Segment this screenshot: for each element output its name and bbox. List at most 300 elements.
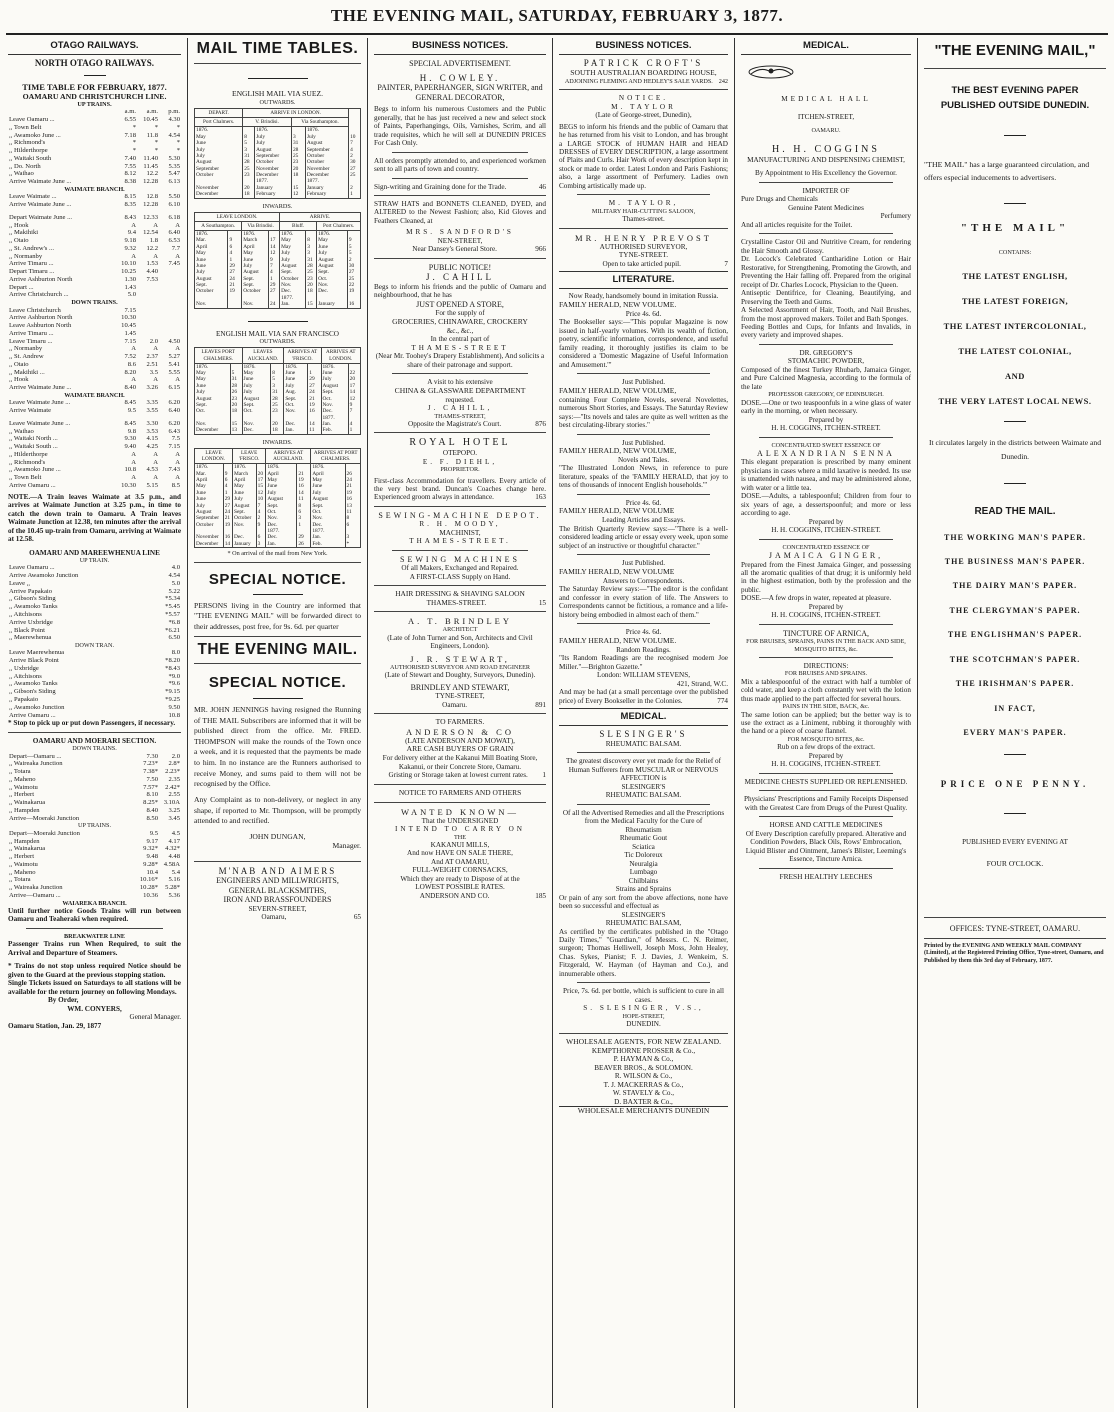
timetable-row: ,, Maerewhenua 6.50 [9,634,180,642]
mail-table-row: May 4 May 12 July 3 July 5 [195,250,361,256]
croft-name: PATRICK CROFT'S [583,58,704,69]
sf-heading: ENGLISH MAIL VIA SAN FRANCISCO [216,329,339,338]
best-paper: THE BEST EVENING PAPER PUBLISHED OUTSIDE DUNEDIN. [940,84,1090,111]
sandford-street: NEN-STREET, [437,236,483,245]
coggins-sign-2: H. H. COGGINS, ITCHEN-STREET. [771,526,881,535]
timetable-row: ,, Hilderthorpe A A A [9,450,180,458]
agent-item: W. STAVELY & Co., [612,1089,675,1098]
timetable-row: ,, Hampden 9.17 4.17 [9,837,180,845]
senna-name: ALEXANDRIAN SENNA [757,448,895,458]
cahill-visit: A visit to his extensive [427,378,493,387]
mail-table-row: December 13 Dec. 18 Jan. 11 Feb. 1 [195,427,361,434]
inwards-label: INWARDS. [262,202,293,210]
cowley-text: Begs to inform his numerous Customers and the Public generally, that he has just received a new and select stock of Paints, Paperhangings, Oils, Varnishes, Scrim, and all trade requisites, which he will sell at DUNEDIN PRICES For Cash Only. [374,105,546,148]
mk-note: * Stop to pick up or put down Passengers, if necessary. [8,719,176,728]
hair-saloon: HAIR DRESSING & SHAVING SALOON [395,589,525,599]
fh4-text: The British Quarterly Review says:—"There is a well-considered leading article or essay every week, upon some subject of an instructive or thoughtful character." [559,524,728,550]
gregory-powder: STOMACHIC POWDER, [787,357,865,366]
paper-item: THE CLERGYMAN'S PAPER. [949,605,1081,615]
mail-table-row: Oct. 18 Oct. 23 Nov. 16 Dec. 7 [195,408,361,414]
coggins-trade: MANUFACTURING AND DISPENSING CHEMIST, [747,155,905,164]
column-divider [552,38,553,1408]
station-date: Oamaru Station, Jan. 29, 1877 [8,1021,102,1030]
timetable-row: ,, Black Point *6.21 [9,626,180,634]
prepared-3: Prepared by [808,602,844,611]
column-divider [187,38,188,1408]
column-mail-tables [190,38,365,1408]
brindley-title: ARCHITECT [442,626,478,634]
timetable-row: ,, Hilderthorpe * * * [9,147,180,155]
four-oclock: FOUR O'CLOCK. [986,859,1044,869]
cahill-sign: J. CAHILL, [427,404,493,413]
timetable-row: ,, Waimotu 9.28* 4.58A [9,860,180,868]
timetable-row: Arrive Awamoko Junction 4.54 [9,572,180,580]
cahill-opposite: Opposite the Magistrate's Court. [408,419,502,428]
anderson-name: ANDERSON & CO [406,726,514,737]
arnica-uses: FOR BRUISES, SPRAINS, PAINS IN THE BACK AND SIDE, MOSQUITO BITES, &c. [746,638,906,653]
sewing-makers: Of all Makers, Exchanged and Repaired. [401,564,519,573]
timetable-row: ,, Otaio 8.6 2.51 5.41 [9,360,180,368]
cahill-number: 876 [535,419,546,428]
timetable-row: ,, Waimotu 7.57* 2.42* [9,783,180,791]
directions: DIRECTIONS: [803,661,849,670]
medicine-chests: MEDICINE CHESTS SUPPLIED OR REPLENISHED. [744,777,908,786]
coggins-appointment: By Appointment to His Excellency the Governor. [755,169,897,178]
mk-up-label: UP TRAIN. [79,557,110,565]
ginger-name: JAMAICA GINGER, [768,551,884,561]
fh4-title: FAMILY HERALD, NEW VOLUME [559,506,675,516]
sewing-supply: A FIRST-CLASS Supply on Hand. [409,572,511,581]
arnica-name: TINCTURE OF ARNICA, [782,628,869,638]
royal-owner: E. F. DIEHL, [422,457,498,466]
medical-heading-2: MEDICAL. [741,38,911,55]
fh5-text: The Saturday Review says:—"The editor is the confidant and confessor in every station of life. The Answers to Correspondents cannot be fictitious, a romance and a life-history being embodied in almost each of them." [559,585,728,619]
timetable-row: Depart—Oamaru ... 7.30 2.0 [9,752,180,760]
timetable-row: ,, Richmond's * * * [9,139,180,147]
sf-outwards-label: OUTWARDS. [259,338,296,346]
stewart-name: J. R. STEWART, [410,653,510,664]
taylor-late: (Late of George-street, Dunedin), [595,111,692,120]
waimate-branch-label: WAIMATE BRANCH. [64,185,125,193]
fh3-title: FAMILY HERALD, NEW VOLUME, [559,446,677,456]
read-the-mail: READ THE MAIL. [974,505,1056,517]
fh6-number: 774 [717,696,728,705]
sf-inwards-label: INWARDS. [262,438,293,446]
timetable-row: Arrive Ashburton North 1.30 7.53 [9,275,158,283]
mail-table-row: May 4 May 15 June 16 June 21 [195,483,361,489]
fh6-text: "Its Random Readings are the recognised modern Joe Miller."—Brighton Gazette." [559,654,728,671]
fh5-sub: Answers to Correspondents. [602,576,685,585]
senna-heading: CONCENTRATED SWEET ESSENCE OF [771,441,881,449]
timetable-row: ,, Totara 10.16* 5.16 [9,876,180,884]
mail-table-row: 1876. 1876. 1876. 1876. [195,231,361,238]
timetable-row: Arrive Timaru ... 1.45 [9,329,136,337]
mail-table-row: 1877. 1877. [195,178,361,184]
masthead: THE EVENING MAIL, SATURDAY, FEBRUARY 3, 1877. [330,6,784,25]
mail-table-row: June 28 July 3 July 27 August 17 [195,383,361,389]
sl-5: SLESINGER'S [621,910,666,919]
cahill-street-2: THAMES-STREET, [434,412,486,420]
timetable-row: ,, Papakaio *9.25 [9,695,180,703]
wanted-8: FULL-WEIGHT CORNSACKS, [412,866,508,875]
ginger-dose: DOSE.—A few drops in water, repeated at pleasure. [741,594,892,603]
down-trains-label: DOWN TRAINS. [71,299,118,307]
circulation-note: It circulates largely in the districts between Waimate and Dunedin. [928,437,1101,462]
timetable-row: Leave ,, 5.0 [9,579,180,587]
railways-subheading: NORTH OTAGO RAILWAYS. [34,58,155,69]
timetable-row: ,, Waitaki South 7.40 11.40 5.30 [9,154,180,162]
mcnab-town-line [194,913,361,921]
royal-text-body: First-class Accommodation for travellers. Every article of the very best brand. Duncan's Coaches change here. Experienced groom always in attendance. [374,476,546,502]
prevost-number: 7 [724,259,728,268]
fh1-title: FAMILY HERALD, NEW VOLUME. [559,299,677,309]
gregory-name: DR. GREGORY'S [799,348,853,357]
importer: IMPORTER OF [802,186,850,195]
fh4-price: Price 4s. 6d. [625,498,662,507]
agent-item: T. J. MACKERRAS & Co., [603,1080,684,1089]
timetable-row: ,, Awamoko Tanks *5.45 [9,603,180,611]
mail-table-row: October 19 Nov. 9 Dec. 1 Dec. 6 [195,522,361,528]
timetable-row: ,, St. Andrew 7.52 2.37 5.27 [9,353,180,361]
mail-table-row: June 1 June 9 July 31 August 2 [195,257,361,263]
agent-item: BEAVER BROS., & SOLOMON. [594,1063,693,1072]
suez-inwards-table: LEAVE LONDON. ARRIVE. A Southampton. Via Brindisi. Bluff. Port Chalmers. 1876. 1876. 1876. 1876. Mar. 9 March 17 May 8 May 9 April 6 April 14 May 3 June 5 May 4 May 12 July 3 July 5 June 1 June 9 July 31 August 2 June 29 July 7 August 28 August 30 July 27 August 4 Sept. 25 Sept. 27 August 24 Sept. 1 October 23 Oct. 25 Sept. 21 Sept. 29 Nov. 20 Nov. 22 October 19 October 27 Dec. 18 Dec. 19 1877. Nov. Nov. 24 Jan. 15 January 16 [194,212,361,309]
royal-text [374,477,546,502]
cahill-store: JUST OPENED A STORE, [416,299,504,309]
column-railways [4,38,185,1408]
contains-list [924,271,1106,406]
royal-proprietor: PROPRIETOR. [440,466,480,474]
sl-text: The greatest discovery ever yet made for the Relief of Human Sufferers from MUSCULAR or NERVOUS AFFECTION is [565,757,722,783]
wanted-11-line [374,892,546,900]
timetable-row: ,, Waihao 8.12 12.2 5.47 [9,170,180,178]
contains-item: THE LATEST INTERCOLONIAL, [943,320,1087,331]
lit-intro: Now Ready, handsomely bound in imitation Russia. [568,292,719,301]
cahill-supply: For the supply of [435,309,485,318]
croft-adjoining-line [559,78,728,85]
timetable-row: Leave Waimate June ... 8.45 3.35 6.20 [9,399,180,407]
mail-table-row: July 31 September 25 October 2 [195,153,361,159]
prepared-2: Prepared by [808,517,844,526]
mail-table-row: Sept. 21 Sept. 29 Nov. 20 Nov. 22 [195,282,361,288]
dir2-heading: PAINS IN THE SIDE, BACK, &c. [782,703,870,711]
wanted-3: INTEND TO CARRY ON [395,825,525,834]
importer-patent: Genuine Patent Medicines [788,203,864,212]
bs-town-line [374,701,546,709]
timetable-row: ,, Richmond's A A A [9,458,180,466]
sandford-number: 966 [535,245,546,254]
paper-item: THE SCOTCHMAN'S PAPER. [949,654,1081,664]
guaranteed-circulation: "THE MAIL" has a large guaranteed circulation, and offers especial inducements to advertisers. [924,160,1090,183]
croft-house: SOUTH AUSTRALIAN BOARDING HOUSE, [570,67,717,77]
medical-heading-1: MEDICAL. [559,708,728,726]
column-evening-mail [920,38,1110,1408]
mail-table-row: November 16 Dec. 6 Dec. 29 Jan. 3 [195,534,361,540]
sl-text-4: As certified by the certificates published in the "Otago Daily Times," "Guardian," of Messrs. C. N. Reimer, surgeon; Thomas Helliwell, Joseph Moss, John Healey, Chas. Sykes, Pianist; F. J. Davies, J. Wenkeim, S. Fitzgerald, W. Hayman (of Hayman and Co.), and innumerable others. [559,927,728,978]
mail-table-row: June 29 July 10 August 11 August 16 [195,496,361,502]
dungan-signature: JOHN DUNGAN, [249,831,306,841]
timetable-row: ,, Awamoko June ... 7.18 11.8 4.54 [9,131,180,139]
cahill-opposite-line [374,420,546,428]
timetable-row: ,, Town Belt A A A [9,474,180,482]
cahill-name: J. CAHILL [426,272,494,283]
mail-table-row: September 25 November 20 November 27 [195,166,361,172]
fh6-addr: 421, Strand, W.C. [676,679,728,688]
timetable-row: Arrive—Moeraki Junction 8.50 3.45 [9,814,180,822]
timetable-row: Leave Oamaru ... 4.0 [9,564,180,572]
published-every: PUBLISHED EVERY EVENING AT [962,838,1068,847]
timetable-row: ,, Herbert 9.48 4.48 [9,853,180,861]
notice-farmers: NOTICE TO FARMERS AND OTHERS [398,787,522,797]
contains-item: THE VERY LATEST LOCAL NEWS. [938,395,1092,406]
waiareka-text: Until further notice Goods Trains will run between Oamaru and Teaheraki when required. [8,906,181,924]
cowley-text-2: All orders promptly attended to, and experienced workmen sent to all parts of town and country. [374,156,546,174]
fh2-title: FAMILY HERALD, NEW VOLUME, [559,385,677,395]
evening-mail-heading: THE EVENING MAIL. [197,640,358,658]
mail-table-row: August 24 Sept. 4 Oct. 6 Oct. 11 [195,509,361,515]
timetable-row: Arrive Timaru ... 10.10 1.53 7.45 [9,260,180,268]
fh6-end-line [559,688,728,705]
coggins-sign-4: H. H. COGGINS, ITCHEN-STREET. [771,760,881,769]
mcnab-line2: ENGINEERS AND MILLWRIGHTS, [216,876,339,886]
timetable-row: ,, Do. North 7.55 11.45 5.35 [9,162,180,170]
suez-heading: ENGLISH MAIL VIA SUEZ. [231,88,324,98]
royal-number: 163 [535,493,546,502]
wanted-7: And AT OAMARU, [431,857,489,866]
paper-item: THE IRISHMAN'S PAPER. [955,679,1075,689]
contains-label: CONTAINS: [998,248,1032,256]
timetable-row: ,, Makihiki 9.4 12.54 6.40 [9,229,180,237]
wholesale-heading: WHOLESALE AGENTS, FOR NEW ZEALAND. [565,1036,722,1046]
timetable-row: ,, Hook A A A [9,376,180,384]
moody-name: R. H. MOODY, [419,520,501,529]
timetable-row: ,, Aitchisons *5.57 [9,611,180,619]
fh6-sub: Random Readings. [616,645,671,654]
cowley-name: H. COWLEY. [419,72,501,83]
ginger-text: Prepared from the Finest Jamaica Ginger, and possessing all the aromatic qualities of that drug; it is uniformly held in the highest estimation, both by the profession and the public. [741,560,911,594]
prevost-street: TYNE-STREET. [618,251,669,260]
hair-street-line [374,599,546,607]
bs-name: BRINDLEY AND STEWART, [410,682,510,692]
wanted-5: KAKANUI MILLS, [430,840,490,849]
mcnab-name: M'NAB AND AIMERS [218,865,337,876]
royal-place: OTEPOPO. [442,449,478,458]
mail-tables-heading: MAIL TIME TABLES. [196,40,359,57]
mail-table-row: 1876. 1876. 1876. 1876. [195,363,361,370]
sl-price: Price, 7s. 6d. per bottle, which is sufficient to cure in all cases. [563,987,724,1004]
taylor-sign: M. TAYLOR, [608,199,679,208]
mcnab-number: 65 [353,913,361,922]
to-farmers: TO FARMERS. [435,716,485,726]
mail-table-row: Nov. Nov. 24 Jan. 15 January 16 [195,301,361,308]
ginger-heading: CONCENTRATED ESSENCE OF [782,543,870,551]
royal-hotel: ROYAL HOTEL [409,437,511,449]
fh6-title: FAMILY HERALD, NEW VOLUME. [559,635,677,645]
gregory-dose: DOSE.—One or two teaspoonfuls in a wine glass of water early in the morning, or when necessary. [741,398,911,416]
timetable-row: ,, Waireaka Junction 10.28* 5.28* [9,884,180,892]
complaint-notice: Any Complaint as to non-delivery, or neglect in any shape, if reported to Mr. Thompson, will be promptly attended to and rectified. [194,794,361,826]
timetable-row: ,, Waitaki North ... 9.30 4.15 7.5 [9,435,180,443]
taylor-street: Thames-street. [622,215,665,224]
mail-table-row: Mar. 9 March 20 April 21 April 26 [195,471,361,477]
waiareka-heading: WAIAREKA BRANCH. [62,899,127,907]
stewart-late: (Late of Stewart and Doughty, Surveyors, Dunedin). [384,671,536,680]
column-divider [734,38,735,1408]
mail-table-row: August 23 August 28 Sept. 21 Oct. 12 [195,396,361,402]
taylor-name: M. TAYLOR [611,102,676,111]
fh1-price: Price 4s. 6d. [625,309,662,318]
up-trains-label: UP TRAINS. [77,101,112,109]
fh4-sub: Leading Articles and Essays. [601,516,686,525]
wanted-number: 185 [535,891,546,900]
timetable-row: Leave Timaru ... 7.15 2.0 4.50 [9,337,180,345]
mail-table-row: April 6 April 14 May 3 June 5 [195,244,361,250]
mail-table-row: October 19 October 27 Dec. 18 Dec. 19 [195,288,361,294]
dir2-text: The same lotion can be applied; but the better way is to use the extract as a Liniment, rubbing it thoroughly with the hand or a piece of coarse flannel. [741,710,911,736]
timetable-row: ,, Waitaki South ... 9.40 4.25 7.15 [9,443,180,451]
special-notice-heading: SPECIAL NOTICE. [208,570,347,588]
cahill-near: (Near Mr. Toohey's Drapery Establishment), And solicits a share of their patronage and support. [375,352,545,369]
slesinger-balsam: RHEUMATIC BALSAM. [605,739,682,748]
paper-item: IN FACT, [994,703,1036,713]
mail-table-row: May 31 June 5 June 29 July 20 [195,376,361,382]
special-notice-heading-2: SPECIAL NOTICE. [208,674,347,692]
timetable-row: Leave Ashburton North 10.45 [9,322,136,330]
mail-table-row: April 6 April 17 May 19 May 24 [195,477,361,483]
contains-item: AND [1005,370,1025,381]
timetable-row: ,, Wainakarua 8.25* 3.10A [9,799,180,807]
timetable-row: Arrive Black Point *8.20 [9,657,180,665]
the-mail: "THE MAIL" [960,221,1070,234]
prevost-pupil: Open to take articled pupil. [602,259,681,268]
sl-3: SLESINGER'S [621,782,666,791]
mail-table-row: July 27 August 4 Sept. 25 Sept. 27 [195,269,361,275]
timetable-title: TIME TABLE FOR FEBRUARY, 1877. [22,81,167,92]
mail-table-row: Sept. 20 Sept. 25 Oct. 19 Nov. 9 [195,402,361,408]
agent-item: P. HAYMAN & Co., [613,1055,674,1064]
brushes: A Selected Assortment of Hair, Tooth, and Nail Brushes, from the most approved makers. Toilet and Bath Sponges. [741,306,911,323]
mo-up-label: UP TRAINS. [77,822,111,830]
coggins-name: H. H. COGGINS [772,143,880,155]
cowley-trade-line [374,183,546,191]
mail-table-row: August 28 October 23 October 30 [195,159,361,165]
mail-table-row: 1876. 1876. 1876. 1876. [195,464,361,471]
cowley-text-3: Sign-writing and Graining done for the Trade. [374,182,507,191]
mail-table-row: June 29 July 7 August 28 August 30 [195,263,361,269]
timetable-row: ,, Wainakarua 9.32* 4.32* [9,845,180,853]
timetable-row: ,, Maheno 7.50 2.35 [9,775,180,783]
timetable-row: Arrive Oamaru ... 10.8 [9,711,180,719]
column-medical [737,38,915,1408]
ailment-item: Tic Doloreux [624,851,663,860]
mail-table-row: May 5 May 8 June 1 June 22 [195,370,361,376]
timetable-row: ,, Waireaka Junction 7.23* 2.8* [9,760,180,768]
brindley-late: (Late of John Turner and Son, Architects and Civil Engineers, London). [387,633,533,651]
wanted-6: And now HAVE ON SALE THERE, [407,849,513,858]
sl-6: RHEUMATIC BALSAM, [605,919,682,928]
dir3-heading: FOR MOSQUITO BITES, &c. [787,735,865,743]
sf-outwards-table: LEAVES PORT CHALMERS. LEAVES AUCKLAND. ARRIVES AT 'FRISCO. ARRIVES AT LONDON. 1876. 1876. 1876. 1876. May 5 May 8 June 1 June 22 May 31 June 5 June 29 July 20 June 28 July 3 July 27 August 17 July 26 July 31 Aug. 24 Sept. 14 August 23 August 28 Sept. 21 Oct. 12 Sept. 20 Sept. 25 Oct. 19 Nov. 9 Oct. 18 Oct. 23 Nov. 16 Dec. 7 1877. Nov. 15 Nov. 20 Dec. 14 Jan. 4 December 13 Dec. 18 Jan. 11 Feb. 1 [194,347,361,434]
mail-table-row: November 20 January 15 January 2 [195,185,361,191]
timetable-row: ,, Gibson's Siding *5.34 [9,595,180,603]
wanted-2: That the UNDERSIGNED [421,816,499,825]
wanted-9: Which they are ready to Dispose of at the [400,874,520,883]
timetable-row: Arrive Oamaru ... 10.30 5.15 8.5 [9,481,180,489]
timetable-row: Arrive Waimate June ... 8.35 12.28 6.10 [9,201,180,209]
mo-down-label: DOWN TRAINS. [72,745,117,753]
timetable-row: ,, Herbert 8.10 2.55 [9,791,180,799]
bs-number: 891 [535,700,546,709]
wanted-10: LOWEST POSSIBLE RATES. [415,883,505,892]
mail-table-row: Nov. 15 Nov. 20 Dec. 14 Jan. 4 [195,421,361,427]
leeches: FRESH HEALTHY LEECHES [779,871,873,881]
mail-table-row: 1877. [195,295,361,301]
hair-number: 15 [538,598,546,607]
gregory-text: Composed of the finest Turkey Rhubarb, Jamaica Ginger, and Pure Calcined Magnesia, according to the formula of the late [741,365,911,391]
timetable-row: ,, St. Andrew's ... 9.32 12.2 7.7 [9,244,180,252]
sl-4: RHEUMATIC BALSAM. [605,791,682,800]
timetable-row: Leave Waimate June ... 8.45 3.30 6.20 [9,419,180,427]
dir1-text: Mix a tablespoonful of the extract with half a tumbler of cold water, and keep a cloth constantly wet with the lotion thus made applied to the part affected for several hours. [741,677,911,703]
agent-item: D. BAXTER & Co., [614,1097,673,1106]
contains-item: THE LATEST COLONIAL, [958,345,1072,356]
stewart-title: AUTHORISED SURVEYOR AND ROAD ENGINEER [389,663,531,671]
timetable-row: Arrive Christchurch ... 5.0 [9,291,136,299]
paper-item: THE ENGLISHMAN'S PAPER. [947,630,1083,640]
timetable-row: ,, Maheno 10.4 5.4 [9,868,180,876]
mk-down-label: DOWN TRAN. [74,642,115,650]
timetable-row: ,, Waihao 9.8 3.53 6.43 [9,427,180,435]
moody-street: THAMES-STREET. [409,537,511,546]
senna-dose: DOSE.—Adults, a tablespoonful; Children from four to six years of age, a dessertspoonful; and more or less according to age. [741,492,911,518]
suez-outwards-table: DEPART. ARRIVE IN LONDON. Port Chalmers. V. Brindisi. Via Southampton. 1876. 1876. 1876. May 8 July 3 July 10 June 5 July 31 August 7 July 3 August 28 September 4 July 31 September 25 October 2 August 28 October 23 October 30 September 25 November 20 November 27 October 23 December 18 December 25 1877. 1877. November 20 January 15 January 2 December 18 February 12 February 1 [194,108,361,198]
price-one-penny: PRICE ONE PENNY. [940,778,1090,789]
mcnab-town: Oamaru, [261,913,287,922]
wanted-11: ANDERSON AND CO. [419,891,490,900]
sandford-name: MRS. SANDFORD'S [406,228,514,237]
timetable-row: Leave Christchurch 7.15 [9,306,136,314]
mail-table-row: October 23 December 18 December 25 [195,172,361,178]
locock-lotion: Dr. Locock's Celebrated Cantharidine Lotion or Hair Restorative, for Strengthening, Promoting the Growth, and Preventing the Hair falling off. Prepared from the original receipt of Dr. Charles Locock, Physician to the Queen. [741,255,911,289]
timetable-row: Arrive—Oamaru ... 10.36 5.36 [9,891,180,899]
mail-table-row: July 3 August 28 September 4 [195,147,361,153]
timetable-row: Arrive Papakaio 5.22 [9,587,180,595]
fh6-price: Price 4s. 6d. [625,628,662,637]
anderson-number: 1 [542,771,546,780]
line-heading: OAMARU AND CHRISTCHURCH LINE. [22,91,167,101]
sl-8: HOPE-STREET, [622,1012,665,1020]
cowley-number: 46 [538,182,546,191]
offices: OFFICES: TYNE-STREET, OAMARU. [949,924,1081,934]
sl-text-3: Or pain of any sort from the above affections, none have been so successful and effectual as [559,893,728,911]
straw-text: STRAW HATS and BONNETS CLEANED, DYED, and ALTERED to the Newest Fashion; also, Kid Gloves and Feathers Cleaned, at [374,200,546,225]
contains-item: THE LATEST FOREIGN, [961,295,1069,306]
paper-item: EVERY MAN'S PAPER. [963,728,1067,738]
timetable-row: ,, Hampden 8.40 3.25 [9,806,180,814]
ailment-item: Rheumatic Gout [619,834,668,843]
papers-list [924,533,1106,738]
timetable-row: Leave Waimate ... 8.15 12.8 5.50 [9,193,180,201]
timetable-row: Arrive Uxbridge *6.8 [9,618,180,626]
cahill-text: Begs to inform his friends and the public of Oamaru and neighbourhood, that he has [374,282,546,300]
timetable-row: Leave Oamaru ... 6.55 10.45 4.30 [9,116,180,124]
timetable-row: ,, Hook A A A [9,221,180,229]
anderson-gristing-line [374,771,546,779]
horse-heading: HORSE AND CATTLE MEDICINES [769,820,883,830]
timetable-row: Depart—Moeraki Junction 9.5 4.5 [9,829,180,837]
mail-table-row: August 24 Sept. 1 October 23 Oct. 25 [195,276,361,282]
mail-table-row: 1877. 1877. [195,528,361,534]
